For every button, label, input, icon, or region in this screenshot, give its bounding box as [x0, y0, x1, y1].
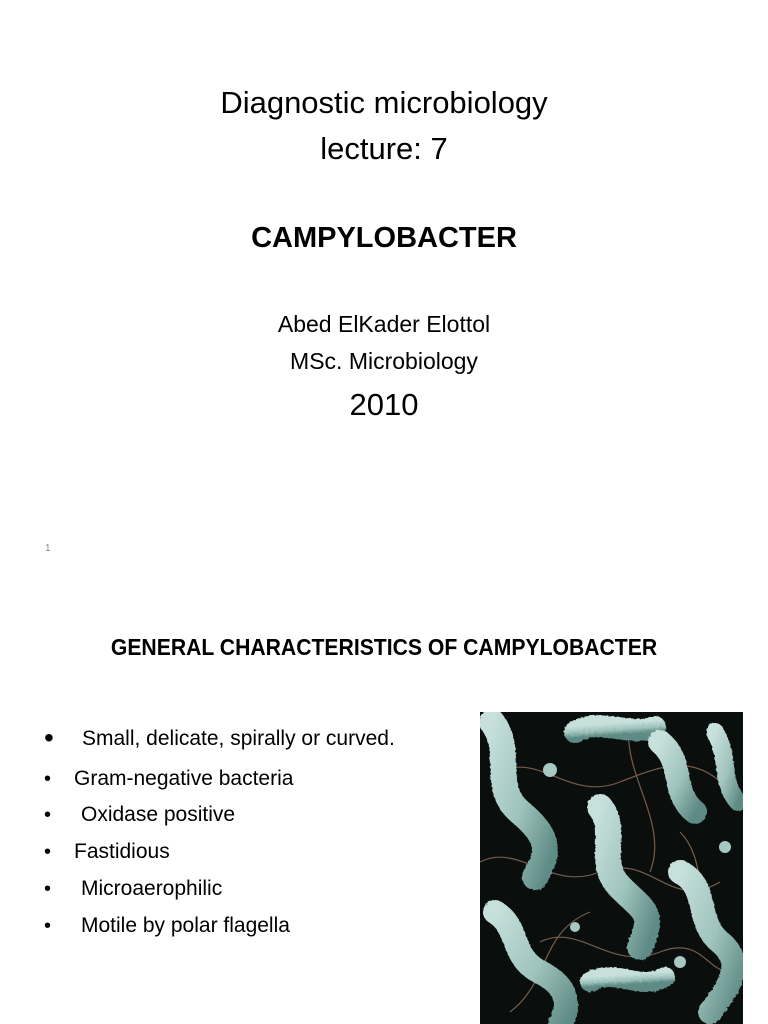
author-degree: MSc. Microbiology [290, 348, 478, 374]
list-item [44, 840, 170, 864]
bullet-icon: • [44, 841, 52, 863]
micrograph-drawing [480, 712, 743, 1024]
list-item [44, 767, 293, 791]
list-item [44, 722, 395, 753]
lecture-subject: CAMPYLOBACTER [251, 222, 517, 254]
list-item-text: Oxidase positive [81, 803, 236, 826]
list-item-text: Microaerophilic [81, 877, 223, 900]
bullet-icon: • [44, 768, 52, 790]
bullet-icon: • [44, 722, 54, 753]
list-item [44, 803, 235, 827]
lecture-title-line-1: Diagnostic microbiology [220, 85, 548, 120]
list-item [44, 914, 290, 938]
list-item [44, 877, 222, 901]
bullet-icon: • [44, 804, 52, 826]
list-item-text: Fastidious [74, 840, 170, 863]
author-name: Abed ElKader Elottol [277, 311, 491, 337]
bullet-icon: • [44, 878, 52, 900]
bacteria-micrograph-icon [480, 712, 743, 1024]
lecture-title-line-2: lecture: 7 [320, 131, 448, 166]
bullet-icon: • [44, 915, 52, 937]
list-item-text: Gram-negative bacteria [74, 767, 294, 790]
slide-number: 1 [45, 543, 51, 554]
list-item-text: Motile by polar flagella [81, 914, 290, 937]
list-item-text: Small, delicate, spirally or curved. [82, 727, 395, 750]
lecture-year: 2010 [349, 387, 419, 422]
section-heading: GENERAL CHARACTERISTICS OF CAMPYLOBACTER [110, 634, 658, 660]
